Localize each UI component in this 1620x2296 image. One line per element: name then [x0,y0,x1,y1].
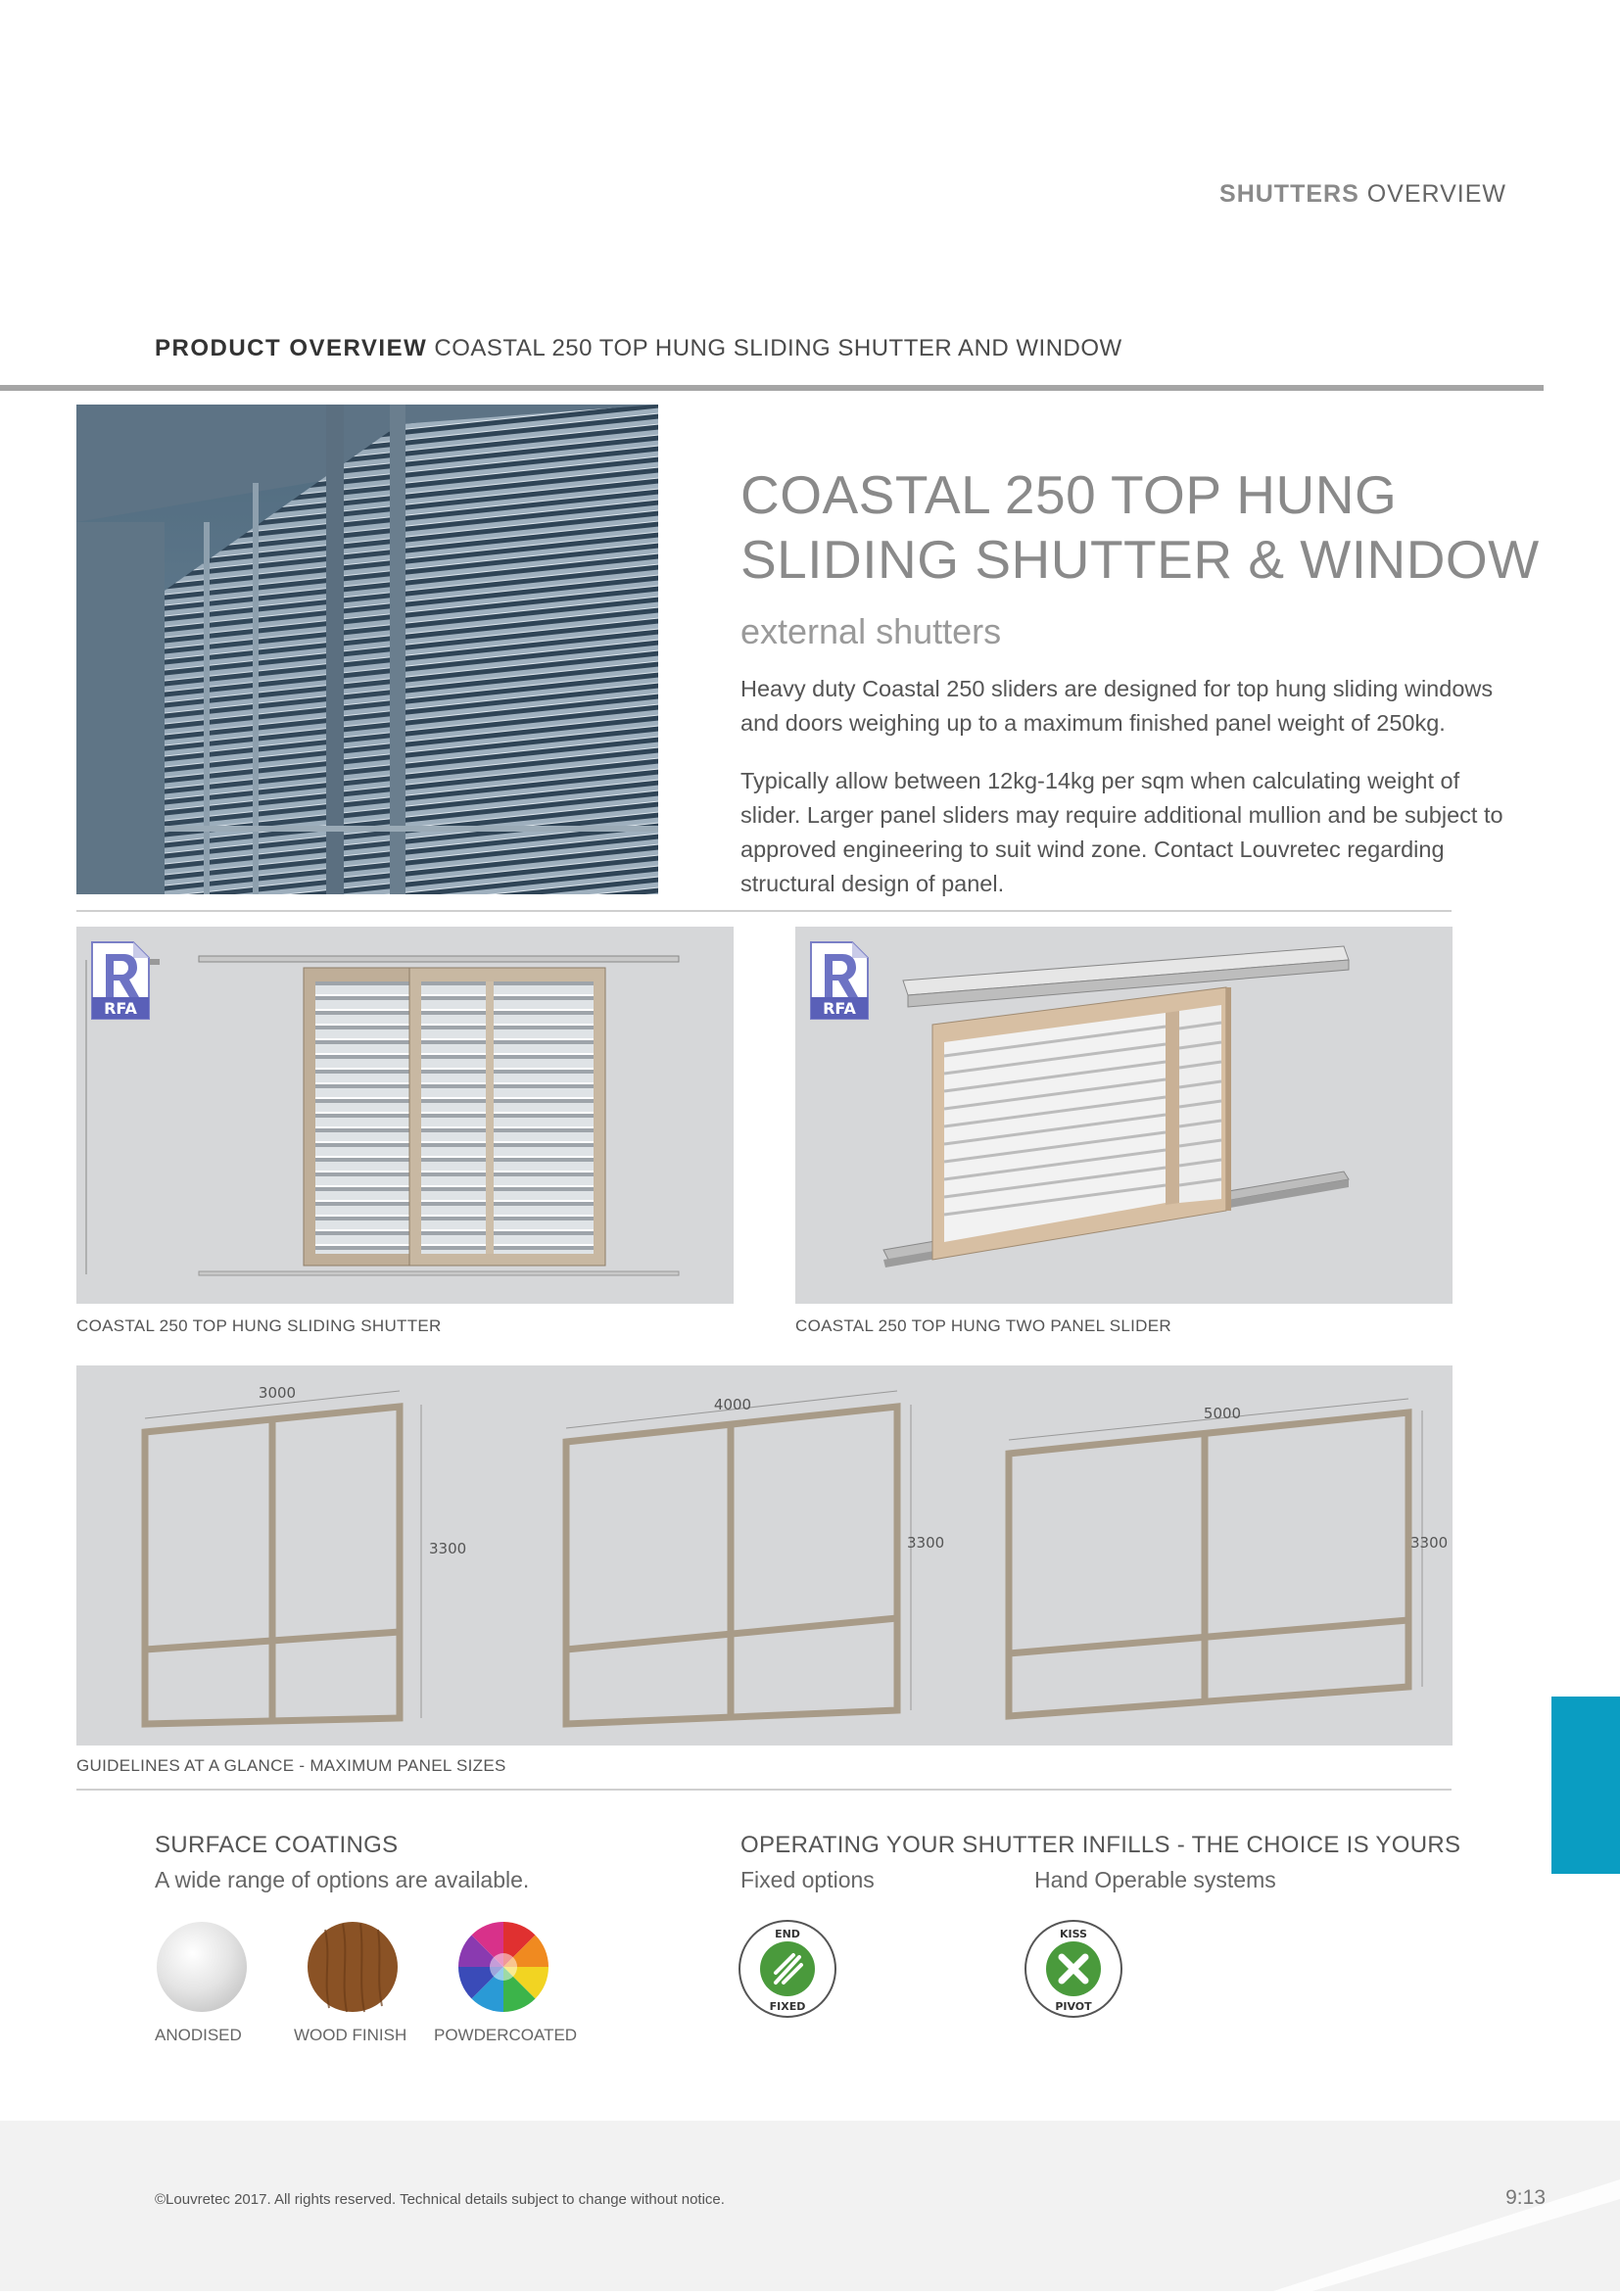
badge-hand-top: KISS [1060,1928,1087,1940]
chapter-tab [1551,1697,1620,1874]
intro-paragraph-2: Typically allow between 12kg-14kg per sqm when calculating weight of slider. Larger panel sliders may require additional mullion and be subject to approved engineering to suit wind zone. Contact Louvretec regarding structural design of panel. [740,768,1503,896]
size-width-2: 4000 [713,1396,752,1413]
badge-fixed-bottom: FIXED [769,2000,806,2013]
badge-hand-bottom: PIVOT [1055,2000,1092,2013]
surface-coatings-heading: SURFACE COATINGS [155,1832,399,1858]
size-frame-5000 [1009,1412,1408,1716]
intro-paragraph-1: Heavy duty Coastal 250 sliders are designed for top hung sliding windows and doors weighing up to a maximum finished panel weight of 250kg. [740,676,1494,736]
product-overview-rest: COASTAL 250 TOP HUNG SLIDING SHUTTER AND WINDOW [427,335,1122,361]
product-title-line2: SLIDING SHUTTER & WINDOW [740,529,1540,590]
rfa-icon-left[interactable] [90,940,151,1026]
hand-operable-label: Hand Operable systems [1034,1867,1276,1892]
badge-fixed-top: END [775,1928,800,1940]
end-fixed-badge-icon [737,1918,838,2025]
header-divider [0,385,1544,391]
figure-panel-sizes [76,1365,1453,1746]
surface-coatings-sub: A wide range of options are available. [155,1867,530,1892]
product-overview-heading [155,335,1122,362]
product-overview-bold: PRODUCT OVERVIEW [155,335,428,361]
rfa-label-right: RFA [823,999,856,1018]
figure-two-panel-slider [795,927,1453,1304]
swatch-label-anodised: ANODISED [155,2026,242,2044]
product-title [740,462,1583,592]
product-title-line1: COASTAL 250 TOP HUNG [740,464,1398,525]
section-divider-1 [76,910,1452,912]
section-header-bold: SHUTTERS [1219,180,1359,208]
page-number: 9:13 [1505,2186,1546,2209]
shutter-photo [76,405,658,894]
caption-panel-sizes: GUIDELINES AT A GLANCE - MAXIMUM PANEL SIZES [76,1756,506,1775]
size-frame-4000 [566,1407,897,1724]
swatch-powdercoated [456,1920,550,2019]
size-height-1: 3300 [429,1540,467,1557]
rfa-label-left: RFA [104,999,137,1018]
rfa-icon-right[interactable] [809,940,870,1026]
swatch-label-powdercoated: POWDERCOATED [434,2026,578,2044]
copyright-text: ©Louvretec 2017. All rights reserved. Technical details subject to change without notice. [155,2191,725,2208]
fixed-options-label: Fixed options [740,1867,875,1892]
kiss-pivot-badge-icon [1023,1918,1124,2025]
section-header-rest: OVERVIEW [1358,180,1506,208]
size-height-2: 3300 [907,1534,945,1552]
caption-sliding-shutter: COASTAL 250 TOP HUNG SLIDING SHUTTER [76,1316,442,1335]
size-width-3: 5000 [1203,1405,1242,1422]
size-height-3: 3300 [1410,1534,1449,1552]
size-frame-3000 [145,1407,400,1724]
swatch-anodised [155,1920,249,2019]
operating-heading: OPERATING YOUR SHUTTER INFILLS - THE CHOICE IS YOURS [740,1832,1461,1858]
section-header [1219,180,1506,209]
figure-sliding-shutter [76,927,734,1304]
swatch-wood-finish [306,1920,400,2019]
product-subtitle: external shutters [740,611,1002,651]
section-divider-2 [76,1789,1452,1791]
size-width-1: 3000 [258,1384,297,1402]
caption-two-panel-slider: COASTAL 250 TOP HUNG TWO PANEL SLIDER [795,1316,1171,1335]
swatch-label-wood: WOOD FINISH [294,2026,407,2044]
